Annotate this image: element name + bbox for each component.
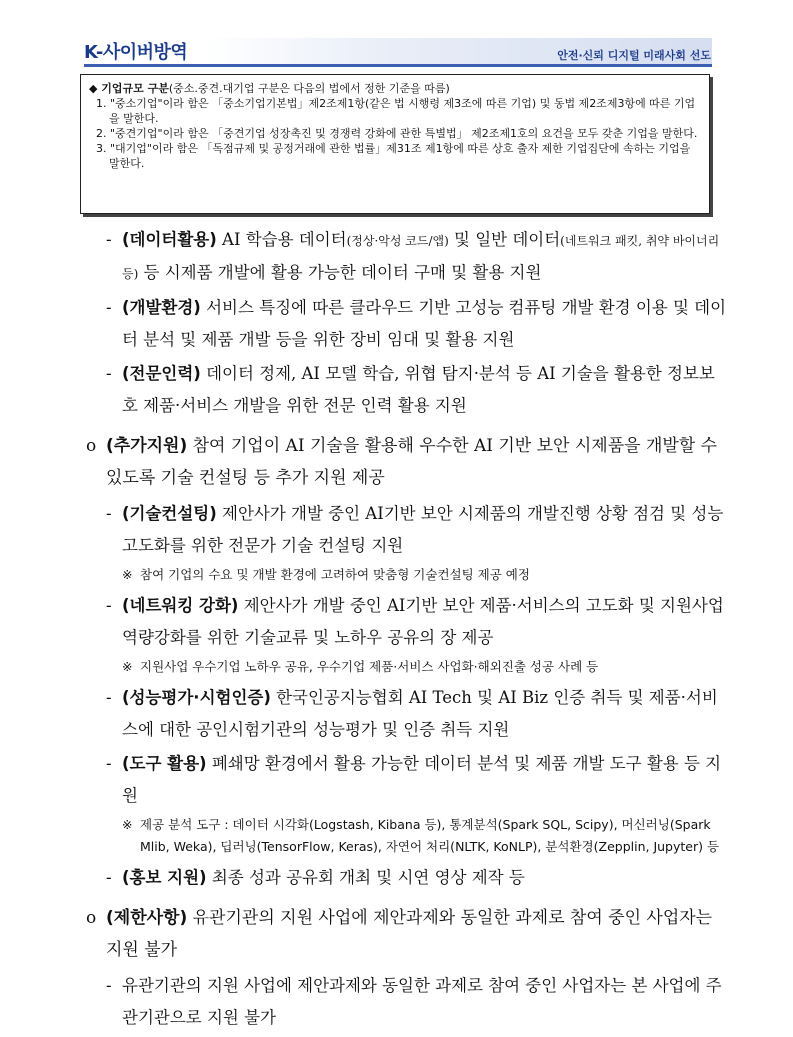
slogan: 안전·신뢰 디지털 미래사회 선도	[557, 49, 711, 62]
circle-mark: o	[86, 908, 97, 928]
bullet-label: (도구 활용)	[122, 754, 207, 773]
bullet-data	[86, 224, 726, 290]
note-item: 2. "중견기업"이라 함은 「중견기업 성장촉진 및 경쟁력 강화에 관한 특별법」 제2조제1호의 요건을 모두 갖춘 기업을 말한다.	[96, 127, 698, 140]
bullet-label: (기술컨설팅)	[122, 504, 217, 523]
bullet-text: 유관기관의 지원 사업에 제안과제와 동일한 과제로 참여 중인 사업자는 본 사업에 주관기관으로 지원 불가	[122, 976, 722, 1027]
bullet-text: 등 시제품 개발에 활용 가능한 데이터 구매 및 활용 지원	[138, 263, 542, 282]
ref-mark: ※	[122, 567, 133, 582]
note-text: 지원사업 우수기업 노하우 공유, 우수기업 제품·서비스 사업화·해외진출 성공 사례 등	[140, 659, 599, 674]
bullet-text: 한국인공지능협회 AI Tech 및 AI Biz 인증 취득 및 제품·서비스에 대한 공인시험기관의 성능평가 및 인증 취득 지원	[122, 688, 718, 739]
section-extra-support	[86, 430, 726, 494]
note-title	[89, 81, 701, 96]
bullet-text: AI 학습용 데이터	[216, 230, 347, 249]
ref-mark: ※	[122, 659, 133, 674]
dash-mark: -	[106, 504, 112, 523]
section-text: 유관기관의 지원 사업에 제안과제와 동일한 과제로 참여 중인 사업자는 지원 불가	[106, 908, 713, 960]
bullet-text: 제안사가 개발 중인 AI기반 보안 제품·서비스의 고도화 및 지원사업 역량강화를 위한 기술교류 및 노하우 공유의 장 제공	[122, 596, 724, 647]
bullet-text: 데이터 정제, AI 모델 학습, 위협 탐지·분석 등 AI 기술을 활용한 정보보호 제품·서비스 개발을 위한 전문 인력 활용 지원	[122, 364, 715, 415]
dash-mark: -	[106, 364, 112, 383]
consulting-note	[86, 564, 726, 586]
bullet-text: 및 일반 데이터	[448, 230, 561, 249]
page-header	[0, 0, 793, 80]
bullet-networking	[86, 590, 726, 654]
bullet-label: (홍보 지원)	[122, 868, 207, 887]
dash-mark: -	[106, 688, 112, 707]
bullet-consulting	[86, 498, 726, 562]
tools-note	[86, 814, 726, 858]
section-text: 참여 기업이 AI 기술을 활용해 우수한 AI 기반 보안 시제품을 개발할 수 있도록 기술 컨설팅 등 추가 지원 제공	[106, 436, 718, 488]
note-title-bold: ◆ 기업규모 구분	[89, 82, 169, 95]
dash-mark: -	[106, 596, 112, 615]
note-text: 제공 분석 도구 : 데이터 시각화(Logstash, Kibana 등), 통계분석(Spark SQL, Scipy), 머신러닝(Spark Mlib, Weka), 딥러닝(TensorFlow, Keras), 자연어 처리(NLTK, KoNLP), 분석환경(Zepplin, Jupyter) 등	[140, 817, 720, 854]
circle-mark: o	[86, 436, 97, 456]
bullet-tools	[86, 748, 726, 812]
bullet-aside: (네트워크 패킷, 취약 바이너리 등)	[122, 234, 720, 281]
bullet-restriction-detail	[86, 970, 726, 1034]
bullet-label: (개발환경)	[122, 298, 201, 317]
support-content	[86, 224, 726, 1036]
bullet-label: (네트워킹 강화)	[122, 596, 239, 615]
ref-mark: ※	[122, 817, 133, 832]
dash-mark: -	[106, 230, 112, 249]
header-rule	[84, 64, 712, 67]
dash-mark: -	[106, 754, 112, 773]
section-restrictions	[86, 902, 726, 966]
bullet-certification	[86, 682, 726, 746]
logo: K-사이버방역	[84, 42, 188, 63]
networking-note	[86, 656, 726, 678]
note-title-rest: (중소.중견.대기업 구분은 다음의 법에서 정한 기준을 따름)	[168, 82, 450, 95]
bullet-text: 폐쇄망 환경에서 활용 가능한 데이터 분석 및 제품 개발 도구 활용 등 지원	[122, 754, 722, 805]
company-size-note	[80, 74, 710, 214]
note-item: 3. "대기업"이라 함은 「독점규제 및 공정거래에 관한 법률」제31조 제1항에 따른 상호 출자 제한 기업집단에 속하는 기업을 말한다.	[96, 142, 691, 170]
note-item: 1. "중소기업"이라 함은 「중소기업기본법」제2조제1항(같은 법 시행령 제3조에 따른 기업) 및 동법 제2조제3항에 따른 기업을 말한다.	[96, 97, 696, 125]
dash-mark: -	[106, 868, 112, 887]
dash-mark: -	[106, 298, 112, 317]
bullet-experts	[86, 358, 726, 422]
bullet-label: (성능평가·시험인증)	[122, 688, 271, 707]
bullet-label: (전문인력)	[122, 364, 201, 383]
note-text: 참여 기업의 수요 및 개발 환경에 고려하여 맞춤형 기술컨설팅 제공 예정	[140, 567, 530, 582]
bullet-dev-env	[86, 292, 726, 356]
dash-mark: -	[106, 976, 112, 995]
bullet-text: 서비스 특징에 따른 클라우드 기반 고성능 컴퓨팅 개발 환경 이용 및 데이터 분석 및 제품 개발 등을 위한 장비 임대 및 활용 지원	[122, 298, 727, 349]
section-label: (제한사항)	[106, 908, 188, 928]
section-label: (추가지원)	[106, 436, 188, 456]
bullet-label: (데이터활용)	[122, 230, 217, 249]
bullet-text: 제안사가 개발 중인 AI기반 보안 시제품의 개발진행 상황 점검 및 성능 고도화를 위한 전문가 기술 컨설팅 지원	[122, 504, 724, 555]
bullet-promotion	[86, 862, 726, 894]
bullet-text: 최종 성과 공유회 개최 및 시연 영상 제작 등	[206, 868, 525, 887]
bullet-aside: (정상·악성 코드/앱)	[346, 234, 449, 248]
